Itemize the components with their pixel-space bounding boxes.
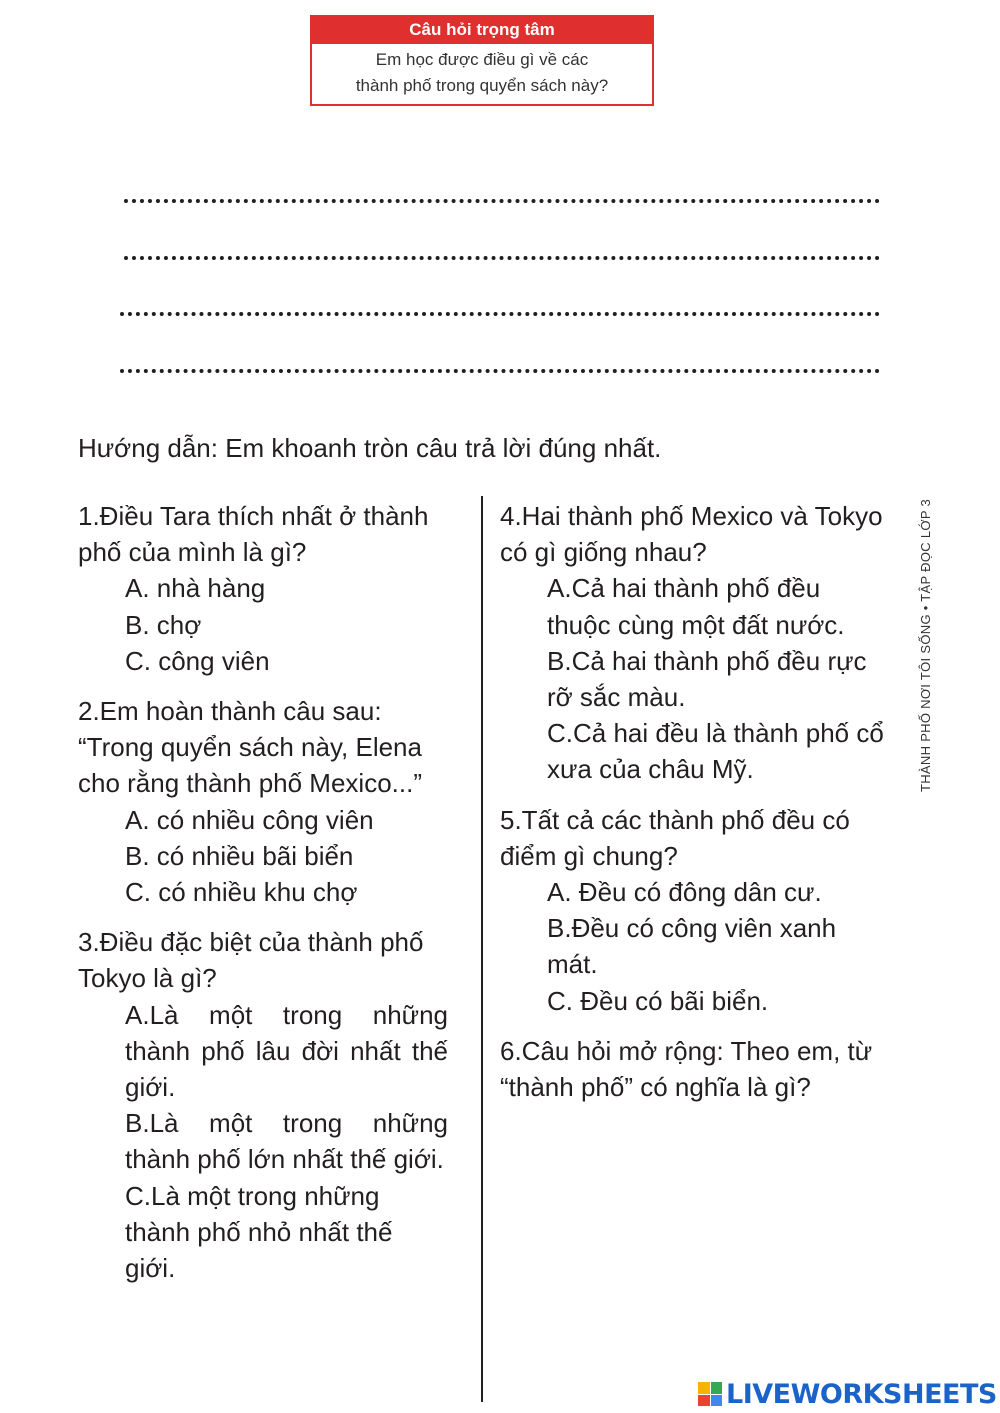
option-b[interactable]: B.Là một trong những thành phố lớn nhất thế giới. xyxy=(125,1108,448,1175)
question-3 xyxy=(78,924,448,1286)
logo-square-4 xyxy=(711,1395,723,1407)
question-1 xyxy=(78,498,448,679)
question-text: 1.Điều Tara thích nhất ở thành phố của mình là gì? xyxy=(78,501,429,568)
question-2 xyxy=(78,693,448,910)
option-a[interactable]: A. có nhiều công viên xyxy=(125,804,374,835)
questions-left-column xyxy=(78,498,448,1300)
option-b[interactable]: B.Cả hai thành phố đều rực rỡ sắc màu. xyxy=(547,645,867,713)
focus-question-line2: thành phố trong quyển sách này? xyxy=(355,76,609,95)
option-b[interactable]: B. chợ xyxy=(125,609,202,640)
question-text: 2.Em hoàn thành câu sau: “Trong quyển sách này, Elena cho rằng thành phố Mexico...” xyxy=(78,696,422,799)
logo-square-3 xyxy=(698,1395,710,1407)
option-c[interactable]: C. công viên xyxy=(125,645,270,676)
liveworksheets-logo-icon xyxy=(698,1382,722,1406)
option-c[interactable]: C.Là một trong những thành phố nhỏ nhất thế giới. xyxy=(125,1180,393,1284)
instruction-text: Hướng dẫn: Em khoanh tròn câu trả lời đúng nhất. xyxy=(78,433,662,463)
answer-line-4[interactable] xyxy=(120,343,880,373)
option-b[interactable]: B. có nhiều bãi biển xyxy=(125,840,354,871)
option-a[interactable]: A. Đều có đông dân cư. xyxy=(547,877,822,908)
question-text: 5.Tất cả các thành phố đều có điểm gì chung? xyxy=(500,804,850,871)
questions-right-column xyxy=(500,498,890,1119)
liveworksheets-brand xyxy=(698,1378,997,1410)
brand-name: LIVEWORKSHEETS xyxy=(726,1378,997,1410)
question-4 xyxy=(500,498,890,788)
logo-square-2 xyxy=(711,1382,723,1394)
focus-question-line1: Em học được điều gì về các xyxy=(375,50,589,69)
option-a[interactable]: A.Cả hai thành phố đều thuộc cùng một đất nước. xyxy=(547,573,845,640)
option-c[interactable]: C.Cả hai đều là thành phố cổ xưa của châu Mỹ. xyxy=(547,718,884,785)
question-text: 4.Hai thành phố Mexico và Tokyo có gì giống nhau? xyxy=(500,501,883,568)
column-divider xyxy=(481,496,483,1402)
question-6 xyxy=(500,1033,890,1105)
side-label: THÀNH PHỐ NƠI TÔI SỐNG • TẬP ĐỌC LỚP 3 xyxy=(918,498,933,792)
option-b[interactable]: B.Đều có công viên xanh mát. xyxy=(547,913,837,980)
answer-line-1[interactable] xyxy=(124,173,880,203)
question-text: 6.Câu hỏi mở rộng: Theo em, từ “thành phố” có nghĩa là gì? xyxy=(500,1035,873,1103)
question-text: 3.Điều đặc biệt của thành phố Tokyo là gì? xyxy=(78,927,424,994)
option-a[interactable]: A.Là một trong những thành phố lâu đời nhất thế giới. xyxy=(125,999,448,1103)
option-a[interactable]: A. nhà hàng xyxy=(125,573,266,604)
focus-question-text xyxy=(312,44,652,99)
option-c[interactable]: C. có nhiều khu chợ xyxy=(125,877,358,908)
logo-square-1 xyxy=(698,1382,710,1394)
answer-line-2[interactable] xyxy=(124,230,880,260)
option-c[interactable]: C. Đều có bãi biển. xyxy=(547,985,769,1016)
focus-question-box xyxy=(310,15,654,106)
focus-question-heading: Câu hỏi trọng tâm xyxy=(312,17,652,44)
question-5 xyxy=(500,802,890,1019)
answer-line-3[interactable] xyxy=(120,286,880,316)
